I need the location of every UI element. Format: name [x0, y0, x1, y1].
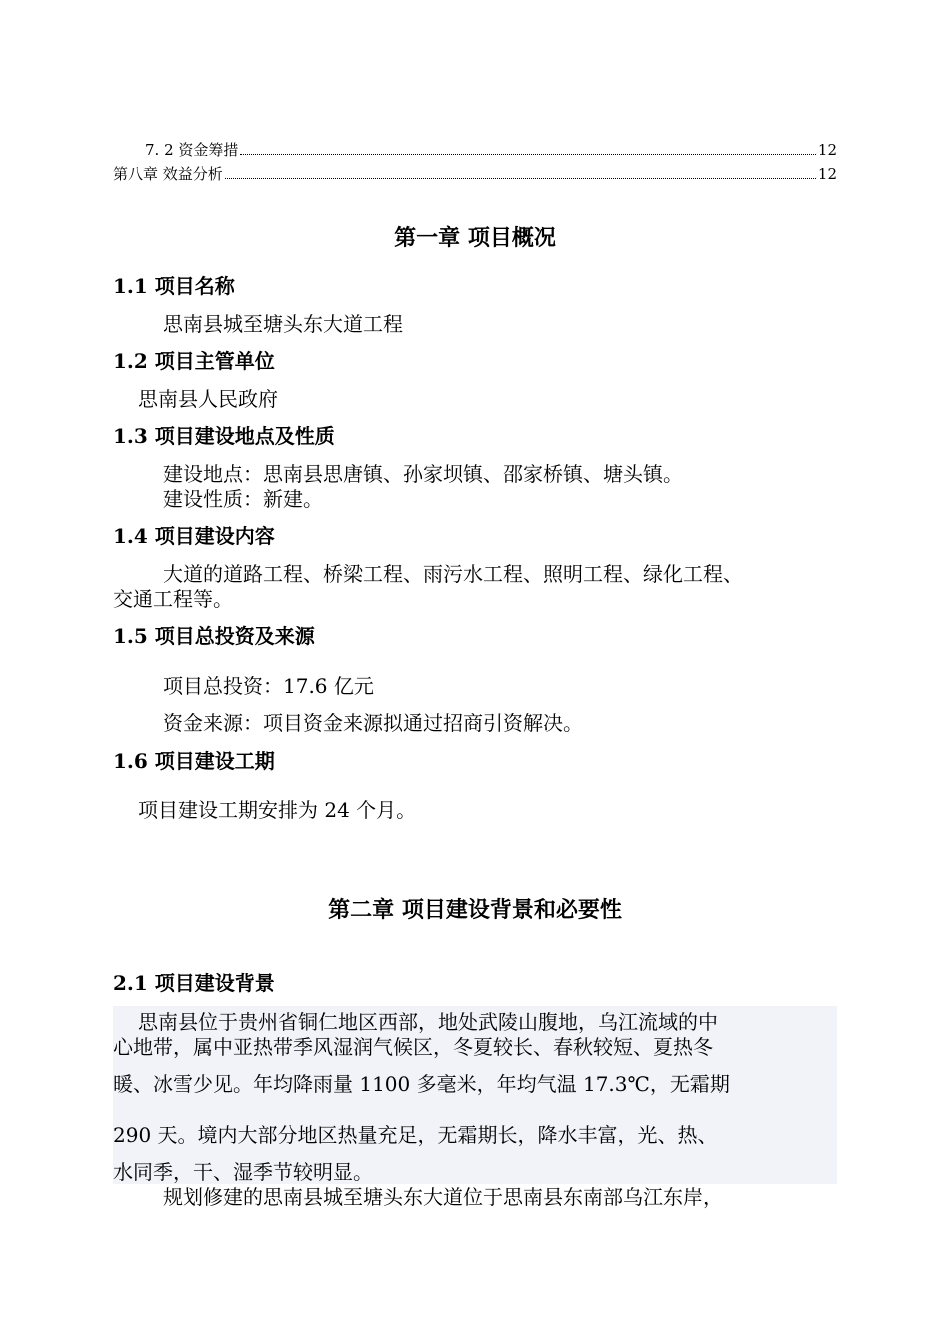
chapter-title: 第二章 项目建设背景和必要性 [328, 897, 622, 923]
paragraph: 水同季，干、湿季节较明显。 [113, 1160, 373, 1184]
paragraph: 思南县城至塘头东大道工程 [163, 312, 403, 336]
paragraph: 项目总投资：17.6 亿元 [163, 674, 374, 698]
section-heading: 2.1 项目建设背景 [113, 971, 275, 995]
toc-label: 第八章 效益分析 [113, 165, 223, 183]
toc-entry[interactable] [145, 141, 837, 159]
paragraph: 心地带，属中亚热带季风湿润气候区，冬夏较长、春秋较短、夏热冬 [113, 1035, 713, 1059]
toc-leader [240, 154, 816, 155]
toc-page-number: 12 [817, 141, 837, 159]
toc-page-number: 12 [817, 165, 837, 183]
paragraph: 思南县位于贵州省铜仁地区西部，地处武陵山腹地，乌江流域的中 [138, 1010, 718, 1034]
paragraph: 思南县人民政府 [138, 387, 278, 411]
toc-entry[interactable] [113, 165, 837, 183]
paragraph: 资金来源：项目资金来源拟通过招商引资解决。 [163, 711, 583, 735]
chapter-title: 第一章 项目概况 [394, 225, 556, 251]
paragraph: 项目建设工期安排为 24 个月。 [138, 798, 417, 822]
toc-leader [225, 178, 816, 179]
paragraph: 暖、冰雪少见。年均降雨量 1100 多毫米，年均气温 17.3℃，无霜期 [113, 1072, 730, 1096]
section-heading: 1.6 项目建设工期 [113, 749, 275, 773]
section-heading: 1.2 项目主管单位 [113, 349, 275, 373]
section-heading: 1.3 项目建设地点及性质 [113, 424, 335, 448]
section-heading: 1.5 项目总投资及来源 [113, 624, 315, 648]
paragraph: 建设性质：新建。 [163, 487, 323, 511]
paragraph: 290 天。境内大部分地区热量充足，无霜期长，降水丰富，光、热、 [113, 1123, 718, 1147]
section-heading: 1.1 项目名称 [113, 274, 235, 298]
paragraph: 大道的道路工程、桥梁工程、雨污水工程、照明工程、绿化工程、 [163, 562, 743, 586]
paragraph: 规划修建的思南县城至塘头东大道位于思南县东南部乌江东岸， [163, 1185, 723, 1209]
paragraph: 交通工程等。 [113, 587, 233, 611]
section-heading: 1.4 项目建设内容 [113, 524, 275, 548]
paragraph: 建设地点：思南县思唐镇、孙家坝镇、邵家桥镇、塘头镇。 [163, 462, 683, 486]
toc-label: 7. 2 资金筹措 [145, 141, 239, 159]
